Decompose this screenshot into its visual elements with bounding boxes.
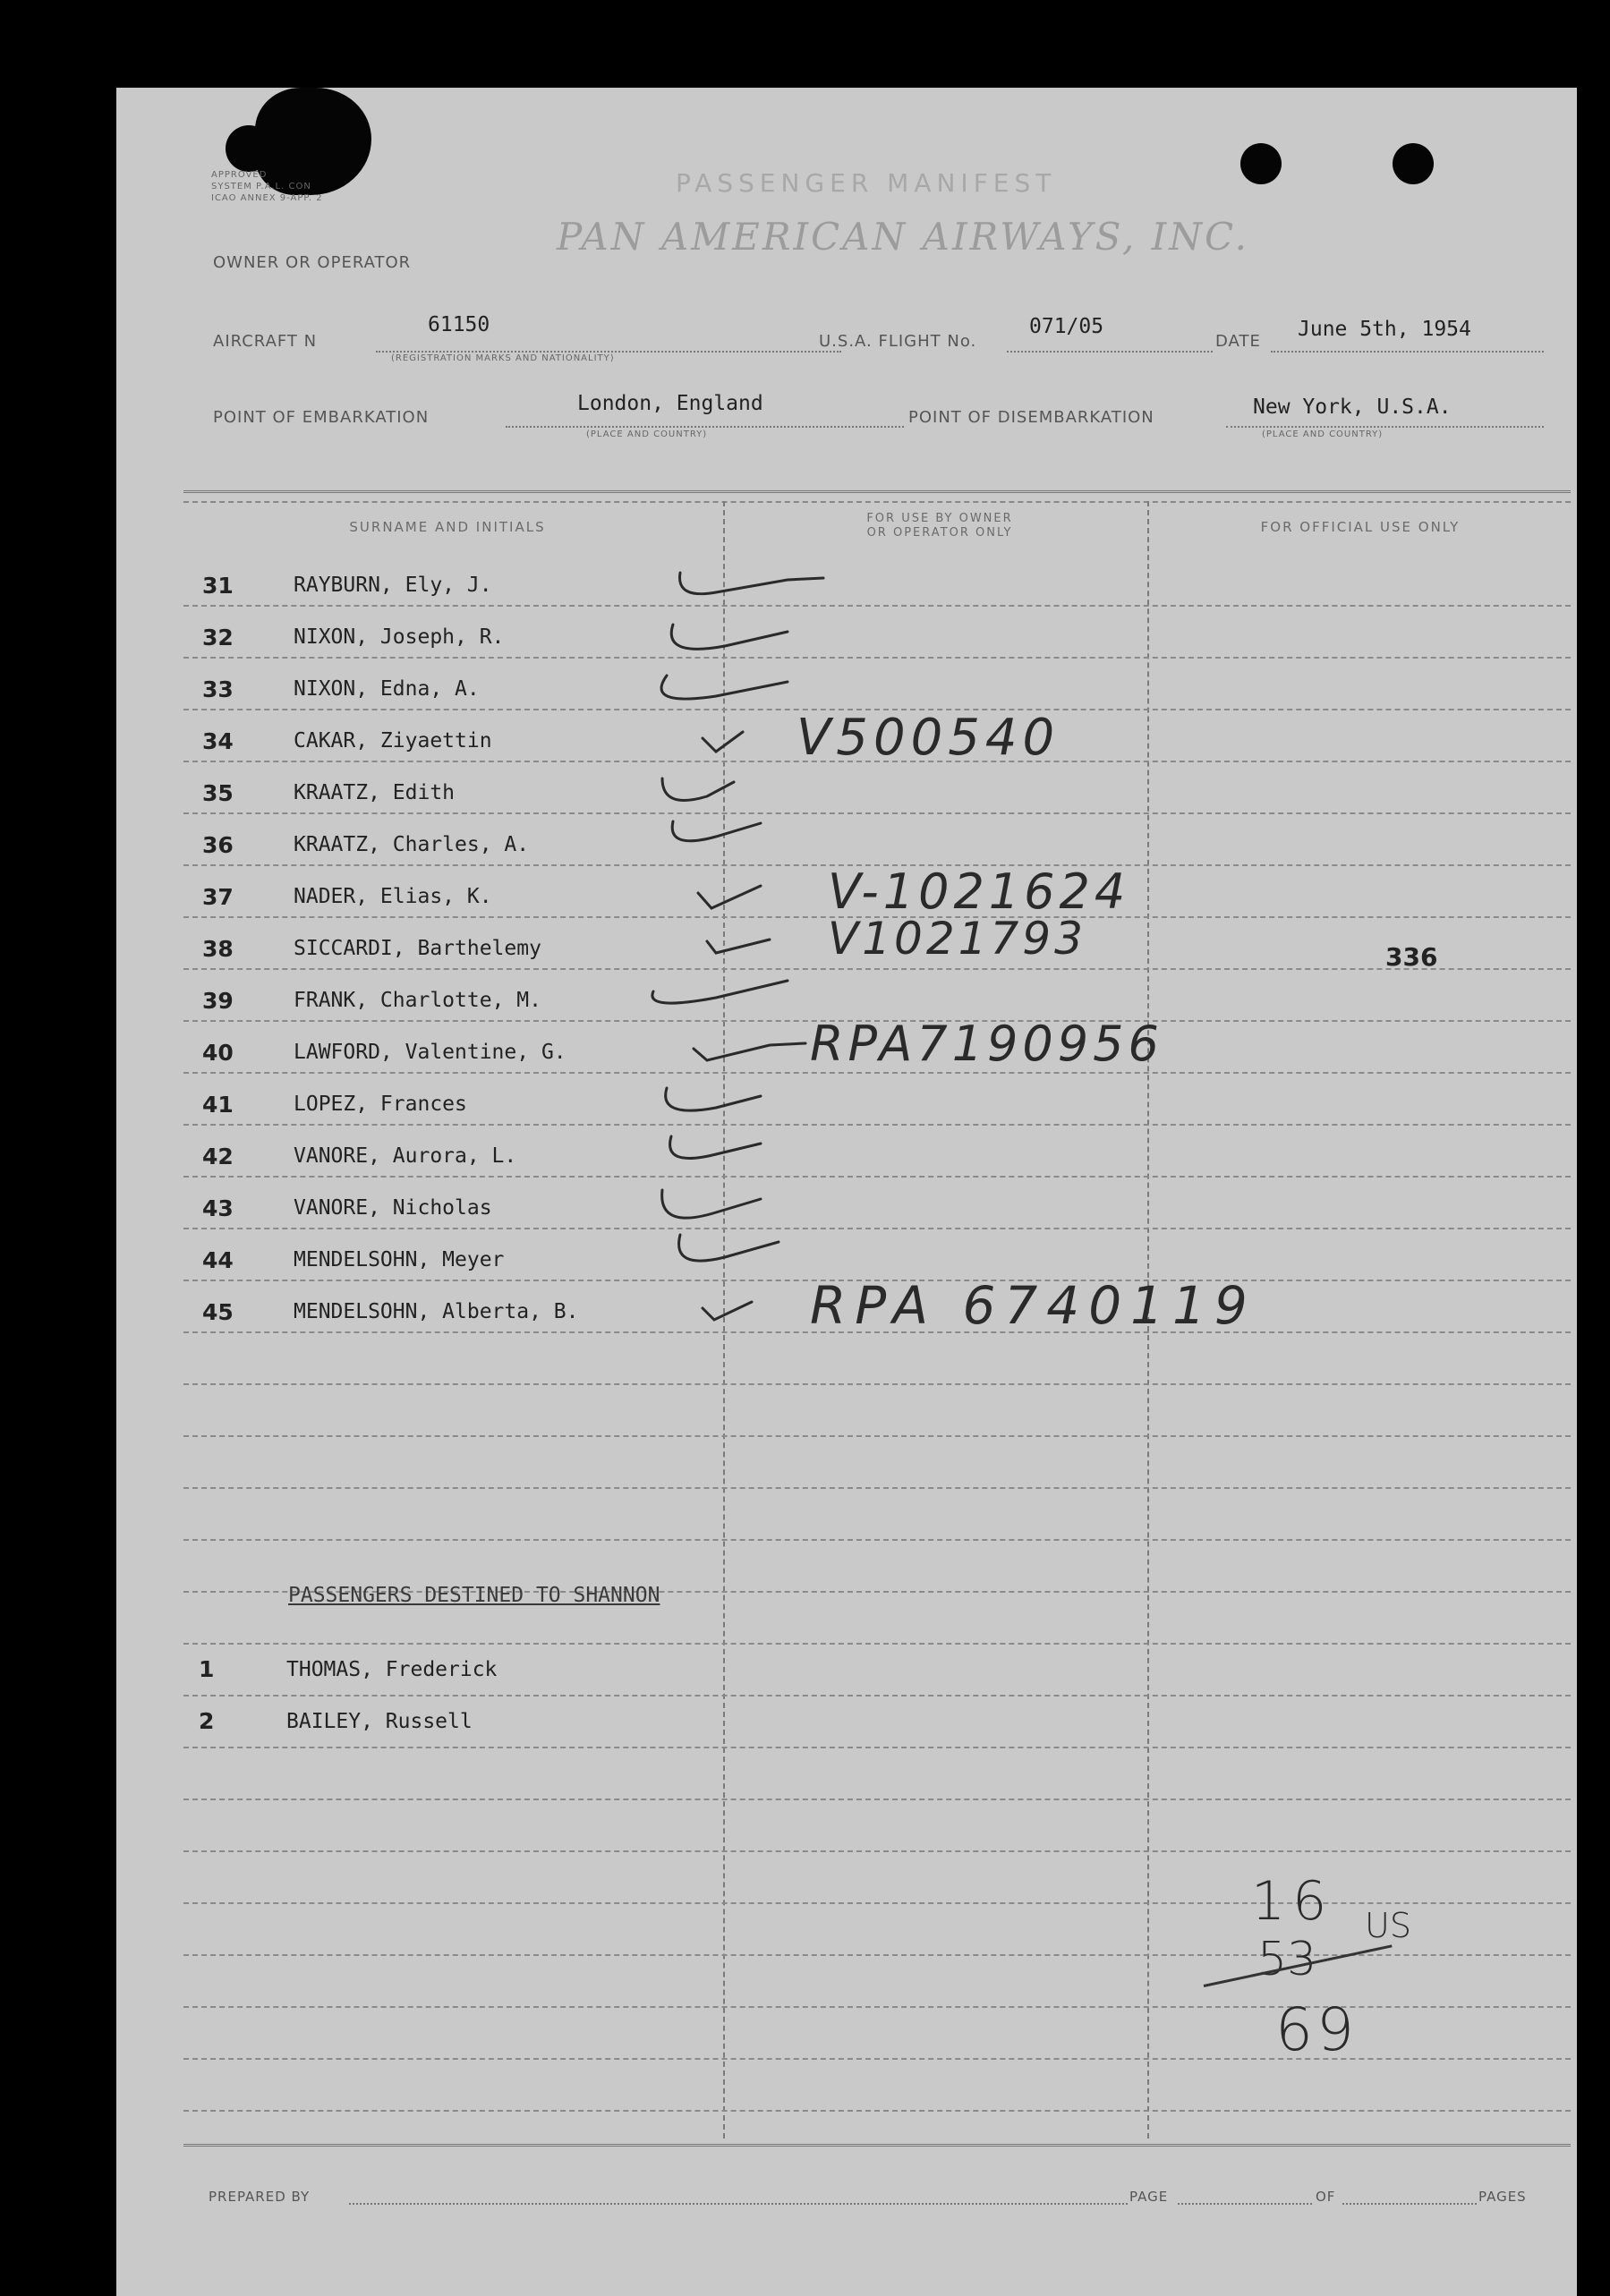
disembarkation-label: POINT OF DISEMBARKATION <box>908 408 1154 427</box>
flight-label: U.S.A. FLIGHT No. <box>819 332 977 351</box>
row-number: 34 <box>202 728 234 754</box>
passenger-name: FRANK, Charlotte, M. <box>294 989 541 1012</box>
passenger-name: NIXON, Joseph, R. <box>294 625 505 649</box>
passport-number: RPA 6740119 <box>810 1275 1256 1336</box>
date-value: June 5th, 1954 <box>1298 318 1471 341</box>
check-mark <box>679 1235 779 1261</box>
embarkation-label: POINT OF EMBARKATION <box>213 408 430 427</box>
date-label: DATE <box>1215 332 1261 351</box>
check-mark <box>661 676 788 699</box>
row-number: 38 <box>202 936 234 962</box>
aircraft-value: 61150 <box>428 313 490 336</box>
check-mark <box>672 821 761 841</box>
row-number: 33 <box>202 676 234 702</box>
check-mark <box>703 1302 752 1320</box>
passport-number: V-1021624 <box>828 863 1130 920</box>
check-mark <box>707 940 770 953</box>
row-number: 32 <box>202 625 234 651</box>
passenger-name: VANORE, Aurora, L. <box>294 1144 517 1168</box>
row-number: 2 <box>199 1708 215 1734</box>
row-number: 41 <box>202 1092 234 1118</box>
embarkation-caption: (PLACE AND COUNTRY) <box>586 429 708 439</box>
passport-number: V1021793 <box>828 913 1086 965</box>
row-number: 31 <box>202 573 234 599</box>
check-mark <box>671 625 788 649</box>
check-mark <box>662 778 734 801</box>
row-number: 39 <box>202 988 234 1014</box>
passport-number: V500540 <box>796 709 1061 767</box>
airline-name: PAN AMERICAN AIRWAYS, INC. <box>557 215 1249 259</box>
approval-stamp-line-1: APPROVED <box>211 170 268 180</box>
owner-label: OWNER OR OPERATOR <box>213 253 412 272</box>
row-number: 44 <box>202 1247 234 1273</box>
flight-value: 071/05 <box>1029 315 1104 338</box>
official-column-header: FOR OFFICIAL USE ONLY <box>1260 519 1461 535</box>
row-number: 45 <box>202 1299 234 1325</box>
passenger-name: CAKAR, Ziyaettin <box>294 729 492 753</box>
row-number: 40 <box>202 1040 234 1066</box>
tally-top: 16 <box>1251 1870 1334 1933</box>
row-number: 35 <box>202 780 234 806</box>
page-label: PAGE <box>1129 2189 1169 2205</box>
passenger-name: RAYBURN, Ely, J. <box>294 574 492 597</box>
passenger-name: NADER, Elias, K. <box>294 885 492 908</box>
disembarkation-value: New York, U.S.A. <box>1253 395 1452 419</box>
row-number: 43 <box>202 1195 234 1221</box>
check-mark <box>698 886 761 908</box>
official-use-mark: 336 <box>1385 942 1438 972</box>
passenger-name: LAWFORD, Valentine, G. <box>294 1041 566 1064</box>
check-mark <box>666 1088 761 1110</box>
check-mark <box>703 732 743 752</box>
row-number: 37 <box>202 884 234 910</box>
passenger-name: LOPEZ, Frances <box>294 1093 467 1116</box>
tally-middle: 53 <box>1257 1933 1317 1986</box>
tally-total: 69 <box>1275 1995 1358 2064</box>
aircraft-caption: (REGISTRATION MARKS AND NATIONALITY) <box>391 353 615 363</box>
owner-column-header-1: FOR USE BY OWNER <box>866 512 1013 525</box>
passenger-name: THOMAS, Frederick <box>286 1658 498 1681</box>
passenger-name: BAILEY, Russell <box>286 1710 473 1733</box>
disembarkation-caption: (PLACE AND COUNTRY) <box>1262 429 1384 439</box>
row-number: 42 <box>202 1144 234 1169</box>
check-mark <box>652 981 788 1003</box>
row-number: 36 <box>202 832 234 858</box>
row-number: 1 <box>199 1656 215 1682</box>
passport-number: RPA7190956 <box>810 1016 1163 1072</box>
prepared-by-label: PREPARED BY <box>209 2189 311 2205</box>
check-mark <box>694 1043 805 1060</box>
embarkation-value: London, England <box>577 392 763 415</box>
passenger-name: NIXON, Edna, A. <box>294 677 480 701</box>
passenger-name: MENDELSOHN, Meyer <box>294 1248 505 1271</box>
aircraft-label: AIRCRAFT N <box>213 332 318 351</box>
check-mark <box>662 1190 761 1218</box>
form-title: PASSENGER MANIFEST <box>676 168 1057 198</box>
owner-column-header-2: OR OPERATOR ONLY <box>866 526 1013 540</box>
passenger-name: KRAATZ, Charles, A. <box>294 833 530 856</box>
of-label: OF <box>1316 2189 1336 2205</box>
passenger-name: MENDELSOHN, Alberta, B. <box>294 1300 579 1323</box>
shannon-heading: PASSENGERS DESTINED TO SHANNON <box>288 1584 660 1607</box>
check-mark <box>680 573 824 594</box>
passenger-name: VANORE, Nicholas <box>294 1196 492 1220</box>
passenger-name: SICCARDI, Barthelemy <box>294 937 541 960</box>
approval-stamp-line-3: ICAO ANNEX 9-APP. 2 <box>211 193 323 203</box>
surname-column-header: SURNAME AND INITIALS <box>349 519 546 535</box>
passenger-name: KRAATZ, Edith <box>294 781 456 804</box>
approval-stamp-line-2: SYSTEM P.A.L. CON <box>211 182 311 191</box>
check-mark <box>670 1136 761 1159</box>
tally-middle-note: US <box>1365 1906 1411 1945</box>
pages-label: PAGES <box>1478 2189 1527 2205</box>
